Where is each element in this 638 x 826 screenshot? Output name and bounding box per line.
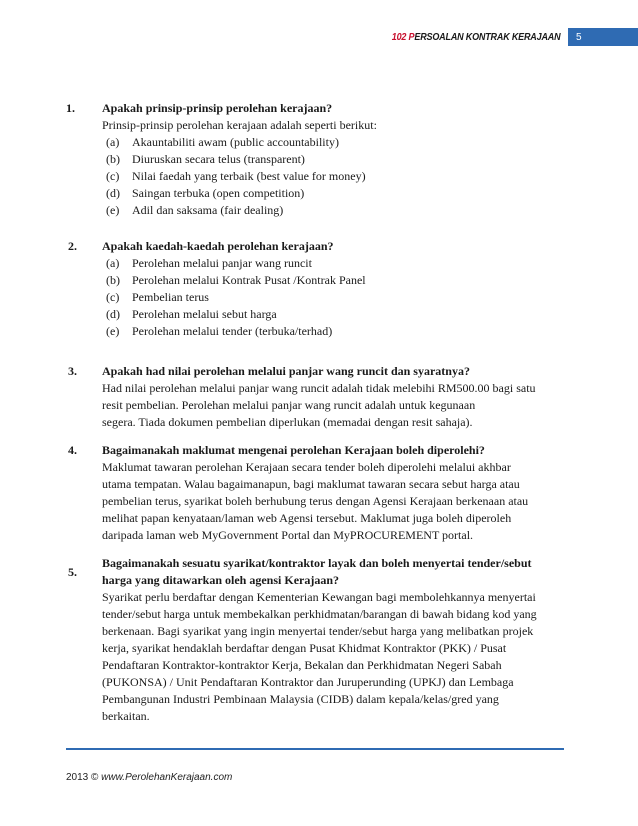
answer-line: daripada laman web MyGovernment Portal dan MyPROCUREMENT portal.: [102, 528, 474, 542]
header-title-text: ERSOALAN KONTRAK KERAJAAN: [413, 31, 560, 43]
page-header: [373, 28, 568, 46]
question-1: [66, 100, 566, 220]
item-label: (d): [106, 307, 120, 321]
item-label: (b): [106, 273, 120, 287]
list-item: [102, 185, 562, 202]
question-number: 2.: [68, 239, 77, 253]
question-title: [102, 555, 562, 589]
question-4: [66, 442, 566, 542]
item-text: Pembelian terus: [132, 290, 209, 304]
answer-line: resit pembelian. Perolehan melalui panjar wang runcit adalah untuk kegunaan: [102, 398, 476, 412]
answer-line: melihat papan kenyataan/laman web Agensi tersebut. Maklumat juga boleh diperoleh: [102, 511, 512, 525]
list-item: [102, 168, 562, 185]
item-text: Diuruskan secara telus (transparent): [132, 152, 305, 166]
question-title: Apakah prinsip-prinsip perolehan kerajaan?: [102, 101, 333, 115]
item-label: (a): [106, 135, 120, 149]
footer: [66, 772, 232, 783]
header-title: [391, 32, 560, 43]
list-item: [102, 255, 562, 272]
answer-line: berkenaan. Bagi syarikat yang ingin menyertai tender/sebut harga yang melibatkan projek: [102, 624, 534, 638]
answer-line: berkaitan.: [102, 709, 150, 723]
item-label: (e): [106, 203, 120, 217]
item-label: (e): [106, 324, 120, 338]
item-label: (b): [106, 152, 120, 166]
answer-line: Pembangunan Industri Pembinaan Malaysia (CIDB) dalam kepala/kelas/gred yang: [102, 692, 499, 706]
footer-divider: [66, 748, 564, 750]
answer-line: Syarikat perlu berdaftar dengan Kementerian Kewangan bagi membolehkannya menyertai: [102, 590, 536, 604]
answer-line: Had nilai perolehan melalui panjar wang runcit adalah tidak melebihi RM500.00 bagi satu: [102, 381, 536, 395]
answer-line: pembelian terus, syarikat boleh berhubung terus dengan Agensi Kerajaan berkenaan atau: [102, 494, 529, 508]
item-text: Adil dan saksama (fair dealing): [132, 203, 284, 217]
answer-line: segera. Tiada dokumen pembelian diperlukan (memadai dengan resit sahaja).: [102, 415, 473, 429]
list-item: [102, 151, 562, 168]
item-label: (c): [106, 290, 120, 304]
question-number: 4.: [68, 443, 77, 457]
answer-line: tender/sebut harga untuk membekalkan perkhidmatan/barangan di bawah bidang kod yang: [102, 607, 537, 621]
answer-body: [102, 459, 562, 544]
item-text: Akauntabiliti awam (public accountability): [132, 135, 339, 149]
answer-line: Pendaftaran Kontraktor-kontraktor Kerja, Bekalan dan Perkhidmatan Negeri Sabah: [102, 658, 502, 672]
header-initial: P: [408, 31, 414, 43]
item-text: Perolehan melalui tender (terbuka/terhad): [132, 324, 333, 338]
footer-copyright: 2013 ©: [66, 772, 102, 783]
question-3: [66, 363, 566, 433]
answer-body: [102, 589, 562, 725]
header-prefix: 102: [391, 31, 406, 43]
answer-line: kerja, syarikat hendaklah berdaftar dengan Pusat Khidmat Kontraktor (PKK) / Pusat: [102, 641, 507, 655]
item-text: Nilai faedah yang terbaik (best value for money): [132, 169, 366, 183]
list-item: [102, 272, 562, 289]
question-number: 1.: [66, 101, 75, 115]
answer-line: (PUKONSA) / Unit Pendaftaran Kontraktor dan Juruperunding (UPKJ) dan Lembaga: [102, 675, 514, 689]
question-title-line: Bagaimanakah sesuatu syarikat/kontraktor layak dan boleh menyertai tender/sebut: [102, 556, 532, 570]
question-title: Bagaimanakah maklumat mengenai perolehan Kerajaan boleh diperolehi?: [102, 443, 485, 457]
answer-intro: Prinsip-prinsip perolehan kerajaan adalah seperti berikut:: [102, 118, 377, 132]
item-text: Saingan terbuka (open competition): [132, 186, 305, 200]
answer-body: [102, 380, 562, 431]
list-item: [102, 289, 562, 306]
answer-body: [102, 117, 562, 219]
item-label: (c): [106, 169, 120, 183]
item-label: (a): [106, 256, 120, 270]
item-text: Perolehan melalui panjar wang runcit: [132, 256, 312, 270]
answer-body: [102, 255, 562, 340]
question-number: 5.: [68, 565, 77, 579]
question-number: 3.: [68, 364, 77, 378]
page-number: 5: [568, 28, 638, 46]
question-5: [66, 555, 566, 725]
item-text: Perolehan melalui Kontrak Pusat /Kontrak Panel: [132, 273, 366, 287]
item-label: (d): [106, 186, 120, 200]
list-item: [102, 306, 562, 323]
list-item: [102, 323, 562, 340]
answer-line: Maklumat tawaran perolehan Kerajaan secara tender boleh diperolehi melalui akhbar: [102, 460, 511, 474]
answer-line: utama tempatan. Walau bagaimanapun, bagi maklumat tawaran secara sebut harga atau: [102, 477, 520, 491]
question-title-line: harga yang ditawarkan oleh agensi Kerajaan?: [102, 573, 340, 587]
footer-link[interactable]: www.PerolehanKerajaan.com: [101, 772, 233, 783]
question-title: Apakah had nilai perolehan melalui panjar wang runcit dan syaratnya?: [102, 364, 470, 378]
question-title: Apakah kaedah-kaedah perolehan kerajaan?: [102, 239, 334, 253]
question-2: [66, 238, 566, 342]
item-text: Perolehan melalui sebut harga: [132, 307, 277, 321]
list-item: [102, 202, 562, 219]
list-item: [102, 134, 562, 151]
